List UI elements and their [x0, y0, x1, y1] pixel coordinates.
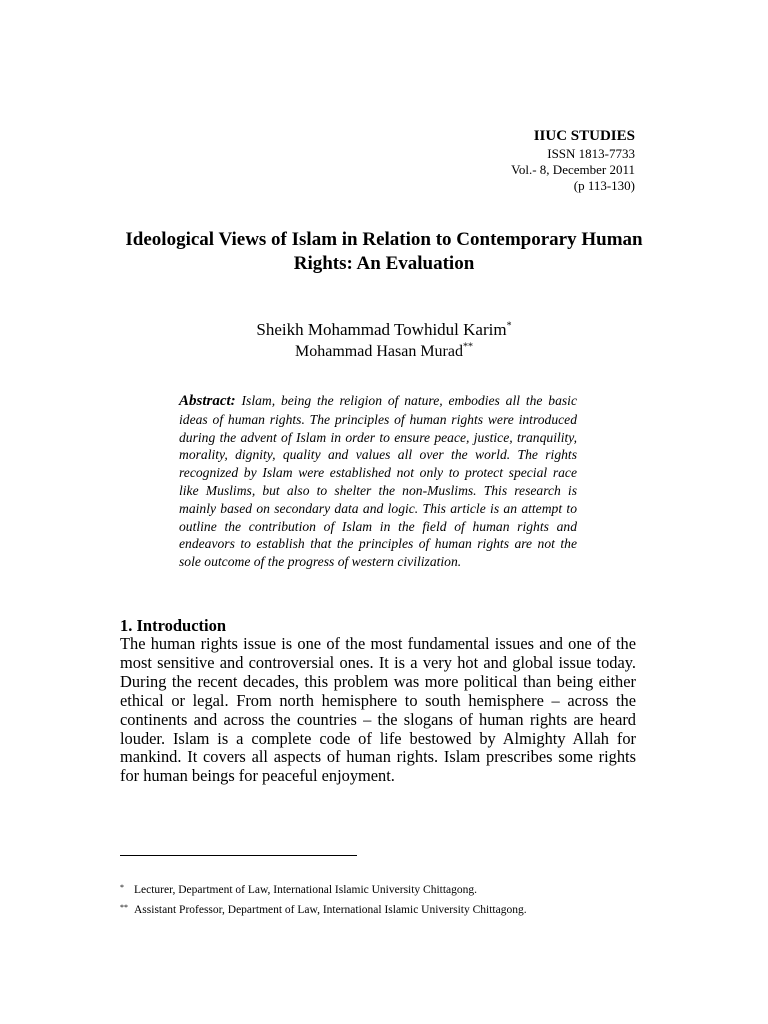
footnote-mark: *: [120, 883, 124, 892]
abstract-label: Abstract:: [179, 393, 236, 409]
author-footnote-mark: *: [506, 320, 512, 332]
author-name: Sheikh Mohammad Towhidul Karim: [256, 320, 507, 339]
journal-header: [511, 127, 635, 194]
journal-volume: Vol.- 8, December 2011: [511, 162, 635, 177]
author-name: Mohammad Hasan Murad: [295, 343, 463, 360]
author-secondary: [0, 342, 768, 362]
abstract: [179, 392, 577, 571]
section-heading: 1. Introduction: [120, 616, 227, 635]
footnote-divider: [120, 855, 357, 856]
section-body: The human rights issue is one of the most fundamental issues and one of the most sensitive and controversial ones. It is a very hot and global issue today. During the recent decades, this problem was more political than being either ethical or legal. From north hemisphere to south hemisphere – across the continents and across the countries – the slogans of human rights are heard louder. Islam is a complete code of life bestowed by Almighty Allah for mankind. It covers all aspects of human rights. Islam prescribes some rights for human beings for peaceful enjoyment.: [120, 634, 636, 786]
footnote-text: Assistant Professor, Department of Law, International Islamic University Chittagong.: [134, 904, 527, 916]
footnote-text: Lecturer, Department of Law, International Islamic University Chittagong.: [134, 884, 478, 896]
journal-issn: ISSN 1813-7733: [547, 146, 635, 161]
author-primary: [0, 319, 768, 341]
author-footnote-mark: **: [462, 341, 473, 353]
footnote-mark: **: [120, 903, 128, 912]
journal-name: IIUC STUDIES: [533, 128, 635, 144]
footnote: [120, 903, 527, 917]
abstract-text: Islam, being the religion of nature, embodies all the basic ideas of human rights. The principles of human rights were introduced during the advent of Islam in order to ensure peace, justice, tranquility, morality, dignity, quality and values all over the world. The rights recognized by Islam were established not only to protect special race like Muslims, but also to shelter the non-Muslims. This research is mainly based on secondary data and logic. This article is an attempt to outline the contribution of Islam in the field of human rights and endeavors to establish that the principles of human rights are not the sole outcome of the progress of western civilization.: [179, 393, 577, 570]
journal-pages: (p 113-130): [573, 178, 635, 193]
article-title: Ideological Views of Islam in Relation to Contemporary Human Rights: An Evaluation: [125, 229, 643, 274]
footnote: [120, 883, 477, 897]
